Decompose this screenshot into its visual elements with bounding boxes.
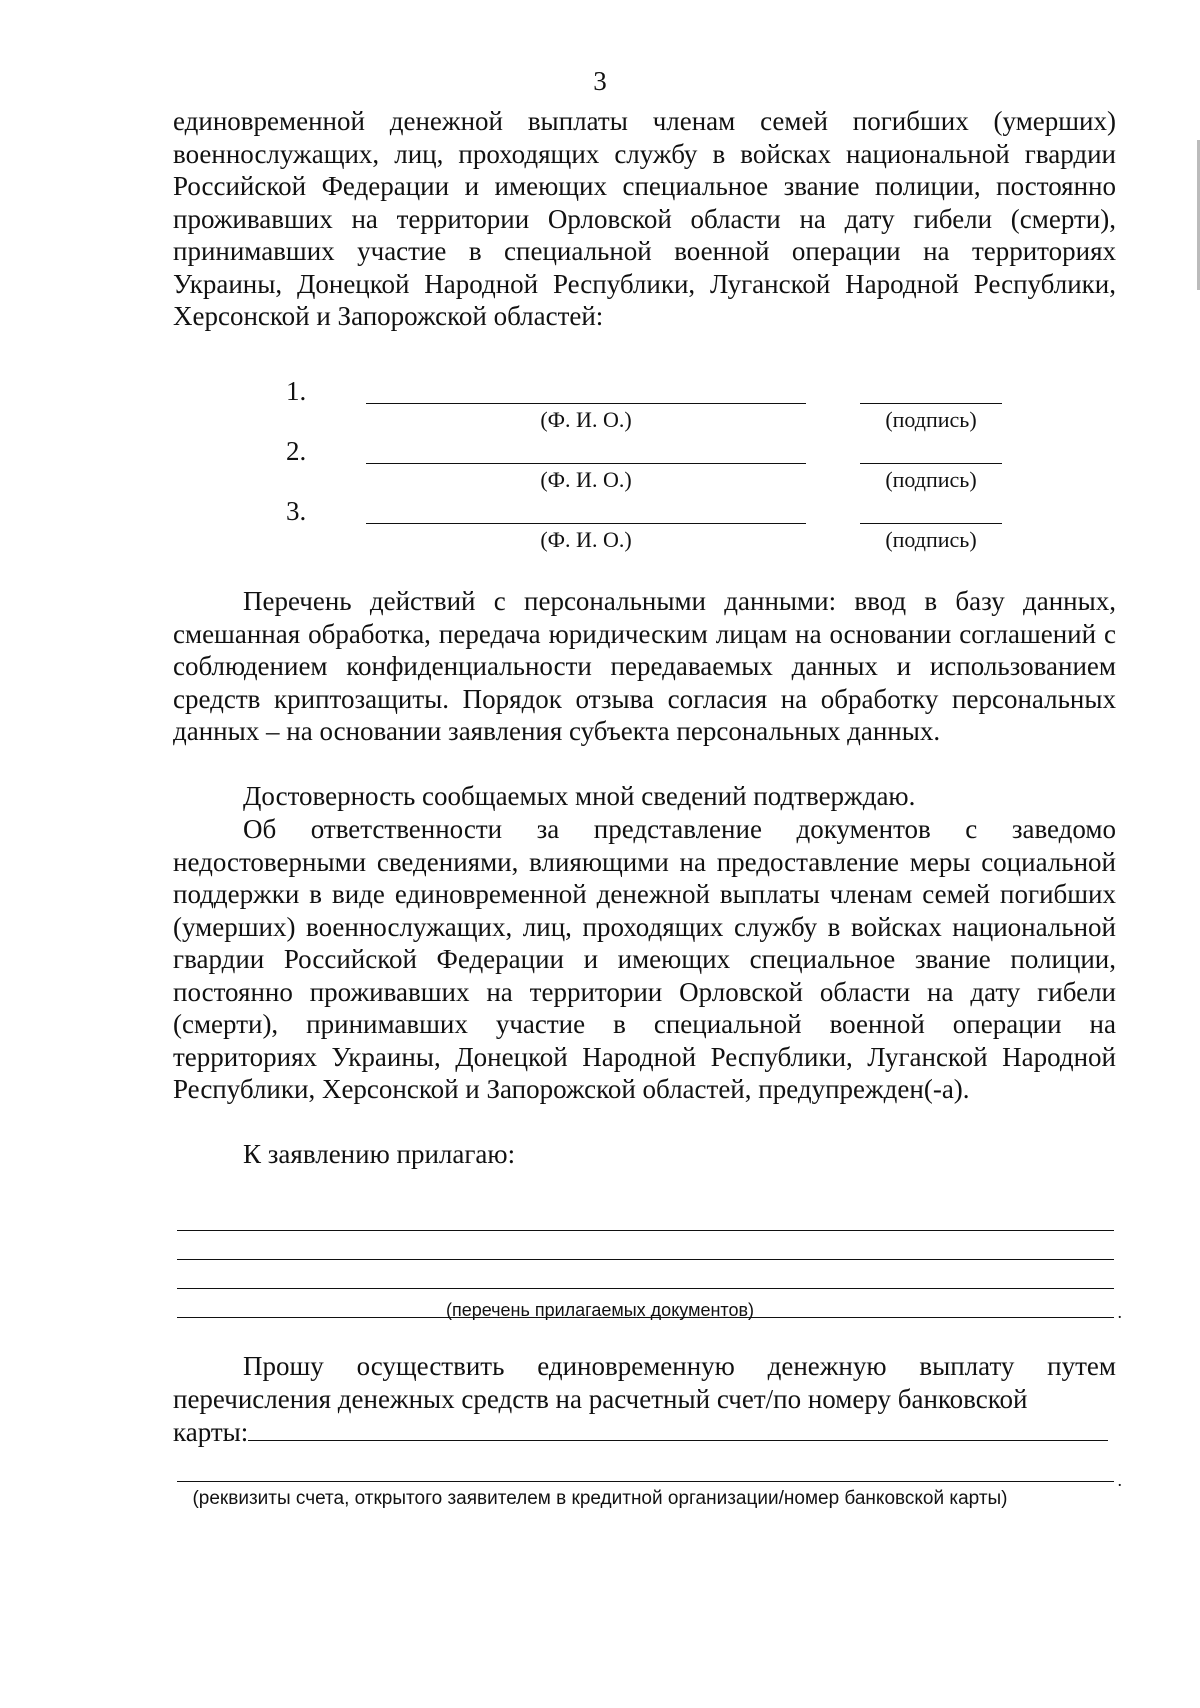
fio-caption: (Ф. И. О.) <box>540 407 632 432</box>
card-number-field[interactable] <box>248 1418 1108 1441</box>
signature-caption: (подпись) <box>885 467 977 492</box>
card-line <box>173 1416 1116 1449</box>
attachment-field[interactable] <box>177 1202 1114 1231</box>
signatory-number: 2. <box>286 436 307 466</box>
signatory-row <box>173 376 1116 436</box>
signature-field[interactable] <box>860 463 1002 464</box>
page-number: 3 <box>593 66 607 96</box>
line-end-mark: . <box>1117 1302 1122 1322</box>
signature-caption: (подпись) <box>885 527 977 552</box>
payment-request-paragraph <box>173 1350 1116 1415</box>
fio-field[interactable] <box>366 403 806 404</box>
confirmation-paragraph: Достоверность сообщаемых мной сведений подтверждаю. <box>243 781 916 811</box>
liability-paragraph: Об ответственности за представление документов с заведомо недостоверными сведениями, влияющими на предоставление меры социальной поддержки в виде единовременной денежной выплаты членам семей погибших (умерших) военнослужащих, лиц, проходящих службу в войсках национальной гвардии Российской Федерации и имеющих специальное звание полиции, постоянно проживавших на территории Орловской области на дату гибели (смерти), принимавших участие в специальной военной операции на территориях Украины, Донецкой Народной Республики, Луганской Народной Республики, Херсонской и Запорожской областей, предупрежден(-а). <box>173 814 1116 1104</box>
signatory-number: 3. <box>286 496 307 526</box>
fio-field[interactable] <box>366 463 806 464</box>
signature-field[interactable] <box>860 523 1002 524</box>
bank-details-field[interactable] <box>177 1470 1122 1490</box>
bank-details-caption: (реквизиты счета, открытого заявителем в кредитной организации/номер банковской карты) <box>192 1488 1008 1509</box>
signatory-number: 1. <box>286 376 307 406</box>
signatories-list <box>173 376 1116 556</box>
signatory-row <box>173 496 1116 556</box>
personal-data-paragraph: Перечень действий с персональными данными: ввод в базу данных, смешанная обработка, передача юридическим лицам на основании соглашений с соблюдением конфиденциальности передаваемых данных и использованием средств криптозащиты. Порядок отзыва согласия на обработку персональных данных – на основании заявления субъекта персональных данных. <box>173 586 1116 746</box>
card-label: карты: <box>173 1417 249 1447</box>
attachments-caption: (перечень прилагаемых документов) <box>445 1300 755 1320</box>
fio-field[interactable] <box>366 523 806 524</box>
attachment-field[interactable] <box>177 1260 1114 1289</box>
signature-caption: (подпись) <box>885 407 977 432</box>
intro-paragraph: единовременной денежной выплаты членам семей погибших (умерших) военнослужащих, лиц, проходящих службу в войсках национальной гвардии Российской Федерации и имеющих специальное звание полиции, постоянно проживавших на территории Орловской области на дату гибели (смерти), принимавших участие в специальной военной операции на территориях Украины, Донецкой Народной Республики, Луганской Народной Республики, Херсонской и Запорожской областей: <box>173 106 1116 331</box>
signatory-row <box>173 436 1116 496</box>
attachments-label: К заявлению прилагаю: <box>243 1139 516 1169</box>
attachment-field[interactable] <box>177 1231 1114 1260</box>
fio-caption: (Ф. И. О.) <box>540 467 632 492</box>
line-end-mark: . <box>1117 1470 1122 1490</box>
payment-request-text: Прошу осуществить единовременную денежную выплату путем перечисления денежных средств на расчетный счет/по номеру банковской <box>173 1351 1116 1414</box>
fio-caption: (Ф. И. О.) <box>540 527 632 552</box>
signature-field[interactable] <box>860 403 1002 404</box>
